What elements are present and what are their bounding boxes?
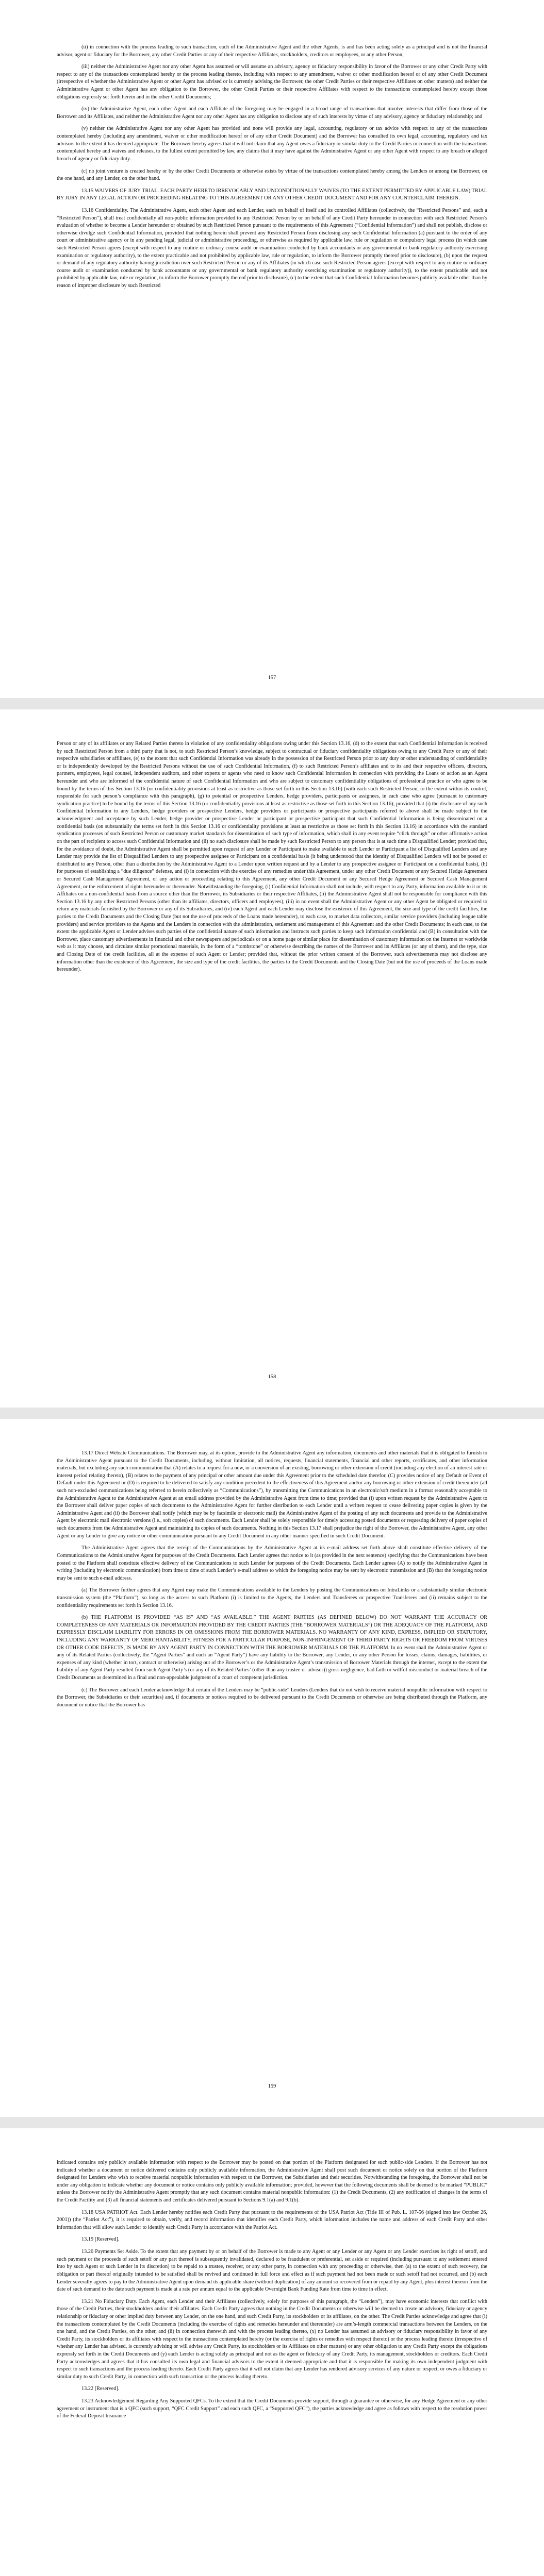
page-2-body xyxy=(57,740,487,978)
section-13-22-reserved: 13.22 [Reserved]. xyxy=(81,2386,120,2392)
page-separator xyxy=(0,698,544,709)
page-number: 159 xyxy=(268,2083,276,2089)
section-13-19-reserved: 13.19 [Reserved]. xyxy=(81,2236,120,2243)
section-13-15-jury-waiver: 13.15 WAIVERS OF JURY TRIAL. EACH PARTY HERETO IRREVOCABLY AND UNCONDITIONALLY WAIVES (TO THE EXTENT PERMITTED BY APPLICABLE LAW) TRIAL BY JURY IN ANY LEGAL ACTION OR PROCEEDING RELATING TO THIS AGREEMENT OR ANY OTHER CREDIT DOCUMENT AND FOR ANY COUNTERCLAIM THEREIN. xyxy=(57,188,487,201)
confidentiality-continued: Person or any of its affiliates or any Related Parties thereto in violation of any confidentiality obligations owing under this Section 13.16, (d) to the extent that such Confidential Information is received by such Restricted Person from a third party that is not, to such Restricted Person’s knowledge, subject to contractual or fiduciary confidentiality obligations owing to any Credit Party or any of their respective subsidiaries or affiliates, (e) to the extent that such Confidential Information was already in the possession of the Restricted Person prior to any duty or other understanding of confidentiality or is independently developed by the Restricted Persons without the use of such Confidential Information, (f) to such Restricted Person’s affiliates and to its and their respective officers, directors, partners, employees, legal counsel, independent auditors, and other experts or agents who need to know such Confidential Information in connection with providing the Loans or action as an Agent hereunder and who are informed of the confidential nature of such Confidential Information and who are subject to customary confidentiality obligations of professional practice or who agree to be bound by the terms of this Section 13.16 (or confidentiality provisions at least as restrictive as those set forth in this Section 13.16) (with each such Restricted Person, to the extent within its control, responsible for such person’s compliance with this paragraph), (g) to potential or prospective Lenders, hedge providers, participants or assignees, in each case who agree (pursuant to customary syndication practice) to be bound by the terms of this Section 13.16 (or confidentiality provisions at least as restrictive as those set forth in this Section 13.16); provided that (i) the disclosure of any such Confidential Information to any Lenders, hedge providers or prospective Lenders, hedge providers or participants or prospective participants referred to above shall be made subject to the acknowledgment and acceptance by such Lender, hedge provider or prospective Lender or participant or prospective participant that such Confidential Information is being disseminated on a confidential basis (on substantially the terms set forth in this Section 13.16 or confidentiality provisions at least as restrictive as those set forth in this Section 13.16) in accordance with the standard syndication processes of such Restricted Person or customary market standards for dissemination of such type of information, which shall in any event require “click through” or other affirmative action on the part of recipient to access such Confidential Information and (ii) no such disclosure shall be made by such Restricted Person to any person that is at such time a Disqualified Lender; provided that, for the avoidance of doubt, the Administrative Agent shall be permitted upon request of any Lender or Participant to make available to such Lender or Participant a list of Disqualified Lenders and any Lender may provide the list of Disqualified Lenders to any prospective assignee or Participant on a confidential basis (it being understood that the identity of Disqualified Lenders will not be posted or distributed to any Person, other than a distribution by the Administrative Agent to a Lender upon written request and by a Lender to any prospective assignee or Participant on a confidential basis), (h) for purposes of establishing a “due diligence” defense, and (i) in connection with the exercise of any remedies under this Agreement, under any other Credit Document or any Secured Hedge Agreement or Secured Cash Management Agreement, or any action or proceeding relating to this Agreement, any other Credit Document or any Secured Hedge Agreement or Secured Cash Management Agreement, or the enforcement of rights hereunder or thereunder. Notwithstanding the foregoing, (i) Confidential Information shall not include, with respect to any Party, information available to it or its Affiliates on a non-confidential basis from a source other than the Borrower, its Subsidiaries or their respective Affiliates, (ii) the Administrative Agent shall not be responsible for compliance with this Section 13.16 by any other Restricted Persons (other than its affiliates, directors, officers and employees), (iii) in no event shall the Administrative Agent or any other Agent be obligated or required to return any materials furnished by the Borrower or any of its Subsidiaries, and (iv) each Agent and each Lender may disclose the existence of this Agreement, the size and type of the credit facilities, the parties to the Credit Documents and the Closing Date (but not the use of proceeds of the Loans made hereunder), to each case, to market data collectors, similar service providers (including league table providers) and service providers to the Agents and the Lenders in connection with the administration, settlement and management of this Agreement and the other Credit Documents; in each case, to the extent the applicable Agent or Lender advises such parties of the confidential nature of such information and instructs such parties to keep such information confidential and (B) in consultation with the Borrower, place customary advertisements in financial and other newspapers and periodicals or on a home page or similar place for dissemination of customary information on the Internet or worldwide web as it may choose, and circulate similar promotional materials, in the form of a “tombstone” or otherwise describing the names of the Borrower and its Affiliates (or any of them), and the type, size and Closing Date of the credit facilities, all at the expense of such Agent or Lender; provided that, without the prior written consent of the Borrower, such advertisements may not disclose any information other than the existence of this Agreement, the size and type of the credit facilities, the parties to the Credit Documents and the Closing Date (but not the use of proceeds of the Loans made hereunder). xyxy=(57,741,487,973)
page-separator xyxy=(0,1408,544,1419)
section-13-16-confidentiality: 13.16 Confidentiality. The Administrative Agent, each other Agent and each Lender, each on behalf of itself and its controlled Affiliates (collectively, the “Restricted Persons” and, each a “Restricted Person”), shall treat confidentially all non-public information provided to any Restricted Person by or on behalf of any Credit Party hereunder in connection with such Restricted Person’s evaluation of whether to become a Lender hereunder or obtained by such Restricted Person pursuant to the requirements of this Agreement (“Confidential Information”) and shall not publish, disclose or otherwise divulge such Confidential Information, provided that nothing herein shall prevent any Restricted Person from disclosing any such Confidential Information (a) pursuant to the order of any court or administrative agency or in any pending legal, judicial or administrative proceeding, or otherwise as required by applicable law, rule or regulation or compulsory legal process (in which case such Restricted Person agrees (except with respect to any routine or ordinary course audit or examination conducted by bank accountants or any governmental or bank regulatory authority exercising examination or regulatory authority), to the extent practicable and not prohibited by applicable law, rule or regulation, to inform the Borrower promptly thereof prior to disclosure), (b) upon the request or demand of any regulatory authority having jurisdiction over such Restricted Person or any of its Affiliates (in which case such Restricted Person agrees (except with respect to any routine or ordinary course audit or examination conducted by bank accountants or any governmental or bank regulatory authority exercising examination or regulatory authority)), to the extent practicable and not prohibited by applicable law, rule or regulation, to inform the Borrower promptly thereof prior to disclosure), (c) to the extent that such Confidential Information becomes publicly available other than by reason of improper disclosure by such Restricted xyxy=(57,207,487,289)
page-3-body xyxy=(57,1450,487,1714)
page-separator xyxy=(0,2117,544,2128)
paragraph-iii: (iii) neither the Administrative Agent nor any other Agent has assumed or will assume an advisory, agency or fiduciary responsibility in favor of the Borrower or any other Credit Party with respect to any of the transactions contemplated hereby or the process leading thereto, including with respect to any amendment, waiver or other modification hereof or of any other Credit Document (irrespective of whether the Administrative Agent or other Agent has advised or is currently advising the Borrower, the other Credit Parties or their respective Affiliates on other matters) and neither the Administrative Agent or other Agent has any obligation to the Borrower, the other Credit Parties or their respective Affiliates with respect to the transactions contemplated hereby except those obligations expressly set forth herein and in the other Credit Documents; xyxy=(57,64,487,100)
paragraph-v: (v) neither the Administrative Agent nor any other Agent has provided and none will provide any legal, accounting, regulatory or tax advice with respect to any of the transactions contemplated hereby (including any amendment, waiver or other modification hereof or of any other Credit Document) and the Borrower has consulted its own legal, accounting, regulatory and tax advisors to the extent it has deemed appropriate. The Borrower hereby agrees that it will not claim that any Agent owes a fiduciary or similar duty to the Credit Parties in connection with the transactions contemplated hereby and waives and releases, to the fullest extent permitted by law, any claims that it may have against the Administrative Agent or any other Agent with respect to any breach or alleged breach of agency or fiduciary duty. xyxy=(57,126,487,162)
document-page-3 xyxy=(0,1419,544,2117)
document-page-1 xyxy=(0,0,544,698)
paragraph-b-as-is: (b) THE PLATFORM IS PROVIDED “AS IS” AND “AS AVAILABLE.” THE AGENT PARTIES (AS DEFINED BELOW) DO NOT WARRANT THE ACCURACY OR COMPLETENESS OF ANY MATERIALS OR INFORMATION PROVIDED BY THE CREDIT PARTIES (THE “BORROWER MATERIALS”) OR THE ADEQUACY OF THE PLATFORM, AND EXPRESSLY DISCLAIM LIABILITY FOR ERRORS IN OR OMISSIONS FROM THE BORROWER MATERIALS. NO WARRANTY OF ANY KIND, EXPRESS, IMPLIED OR STATUTORY, INCLUDING ANY WARRANTY OF MERCHANTABILITY, FITNESS FOR A PARTICULAR PURPOSE, NON-INFRINGEMENT OF THIRD PARTY RIGHTS OR FREEDOM FROM VIRUSES OR OTHER CODE DEFECTS, IS MADE BY ANY AGENT PARTY IN CONNECTION WITH THE BORROWER MATERIALS OR THE PLATFORM. In no event shall the Administrative Agent or any of its Related Parties (collectively, the “Agent Parties” and each an “Agent Party”) have any liability to the Borrower, any Lender, or any other Person for losses, claims, damages, liabilities, or expenses of any kind (whether in tort, contract or otherwise) arising out of the Borrower’s or the Administrative Agent’s transmission of Borrower Materials through the internet, except to the extent the liability of any Agent Party resulted from such Agent Party’s (or any of its Related Parties’ (other than any trustee or advisor)) gross negligence, bad faith or willful misconduct or material breach of the Credit Documents as determined in a final and non-appealable judgment of a court of competent jurisdiction. xyxy=(57,1615,487,1681)
paragraph-a-platform: (a) The Borrower further agrees that any Agent may make the Communications available to the Lenders by posting the Communications on IntraLinks or a substantially similar electronic transmission system (the “Platform”), so long as the access to such Platform (i) is limited to the Agents, the Lenders and Transferees or prospective Transferees and (ii) remains subject to the confidentiality requirements set forth in Section 13.16. xyxy=(57,1587,487,1608)
section-13-17-direct-website: 13.17 Direct Website Communications. The Borrower may, at its option, provide to the Administrative Agent any information, documents and other materials that it is obligated to furnish to the Administrative Agent pursuant to the Credit Documents, including, without limitation, all notices, requests, financial statements, financial and other reports, certificates, and other information materials, but excluding any such communication that (A) relates to a request for a new, or a conversion of an existing, borrowing or other extension of credit (including any election of an interest rate or interest period relating thereto), (B) relates to the payment of any principal or other amount due under this Agreement prior to the scheduled date therefor, (C) provides notice of any Default or Event of Default under this Agreement or (D) is required to be delivered to satisfy any condition precedent to the effectiveness of this Agreement and/or any borrowing or other extension of credit thereunder (all such non-excluded communications being referred to herein collectively as “Communications”), by transmitting the Communications in an electronic/soft medium in a format reasonably acceptable to the Administrative Agent to the Administrative Agent at an email address provided by the Administrative Agent from time to time; provided that (i) upon written request by the Administrative Agent to the Borrower shall deliver paper copies of such documents to the Administrative Agent for further distribution to each Lender until a written request to cease delivering paper copies is given by the Administrative Agent and (ii) the Borrower shall notify (which may be by facsimile or electronic mail) the Administrative Agent of the posting of any such documents and provide to the Administrative Agent by electronic mail electronic versions (i.e., soft copies) of such documents. Each Lender shall be solely responsible for timely accessing posted documents or requesting delivery of paper copies of such documents from the Administrative Agent and maintaining its copies of such documents. Nothing in this Section 13.17 shall prejudice the right of the Borrower, the Administrative Agent, any other Agent or any Lender to give any notice or other communication pursuant to any Credit Document in any other manner specified in such Credit Document. xyxy=(57,1450,487,1539)
page-number: 157 xyxy=(268,675,276,681)
paragraph-iv: (iv) the Administrative Agent, each other Agent and each Affiliate of the foregoing may be engaged in a broad range of transactions that involve interests that differ from those of the Borrower and its Affiliates, and neither the Administrative Agent nor any other Agent has any obligation to disclose any of such interests by virtue of any advisory, agency or fiduciary relationship; and xyxy=(57,106,487,120)
page-number: 158 xyxy=(268,1374,276,1380)
section-13-21-no-fiduciary-duty: 13.21 No Fiduciary Duty. Each Agent, each Lender and their Affiliates (collectively, solely for purposes of this paragraph, the “Lenders”), may have economic interests that conflict with those of the Credit Parties, their stockholders and/or their affiliates. Each Credit Party agrees that nothing in the Credit Documents or otherwise will be deemed to create an advisory, fiduciary or agency relationship or fiduciary or other implied duty between any Lender, on the one hand, and such Credit Party, its stockholders or its affiliates, on the other. The Credit Parties acknowledge and agree that (i) the transactions contemplated by the Credit Documents (including the exercise of rights and remedies hereunder and thereunder) are arm’s-length commercial transactions between the Lenders, on the one hand, and the Credit Parties, on the other, and (ii) in connection therewith and with the process leading thereto, (x) no Lender has assumed an advisory or fiduciary responsibility in favor of any Credit Party, its stockholders or its affiliates with respect to the transactions contemplated hereby (or the exercise of rights or remedies with respect thereto) or the process leading thereto (irrespective of whether any Lender has advised, is currently advising or will advise any Credit Party, its stockholders or its Affiliates on other matters) or any other obligation to any Credit Party except the obligations expressly set forth in the Credit Documents and (y) each Lender is acting solely as principal and not as the agent or fiduciary of any Credit Party, its management, stockholders or creditors. Each Credit Party acknowledges and agrees that it has consulted its own legal and financial advisors to the extent it deemed appropriate and that it is responsible for making its own independent judgment with respect to such transactions and the process leading thereto. Each Credit Party agrees that it will not claim that any Lender has rendered advisory services of any nature or respect, or owes a fiduciary or similar duty to such Credit Party, in connection with such transaction or the process leading thereto. xyxy=(57,2298,487,2380)
section-13-20-payments-set-aside: 13.20 Payments Set Aside. To the extent that any payment by or on behalf of the Borrower is made to any Agent or any Lender or any Agent or any Lender exercises its right of setoff, and such payment or the proceeds of such setoff or any part thereof is subsequently invalidated, declared to be fraudulent or preferential, set aside or required (including pursuant to any settlement entered into by such Agent or such Lender in its discretion) to be repaid to a trustee, receiver, or any other party, in connection with any proceeding or otherwise, then (a) to the extent of such recovery, the obligation or part thereof originally intended to be satisfied shall be revived and continued in full force and effect as if such payment had not been made or such setoff had not occurred, and (b) each Lender severally agrees to pay to the Administrative Agent upon demand its applicable share (without duplication) of any amount so recovered from or repaid by any Agent, plus interest thereon from the date of such demand to the date such payment is made at a rate per annum equal to the applicable Overnight Bank Funding Rate from time to time in effect. xyxy=(57,2249,487,2293)
section-13-18-patriot-act: 13.18 USA PATRIOT Act. Each Lender hereby notifies each Credit Party that pursuant to the requirements of the USA Patriot Act (Title III of Pub. L. 107-56 (signed into law October 26, 2001)) (the “Patriot Act”), it is required to obtain, verify, and record information that identifies each Credit Party, which information includes the name and address of each Credit Party and other information that will allow such Lender to identify each Credit Party in accordance with the Patriot Act. xyxy=(57,2209,487,2230)
communications-delivery: The Administrative Agent agrees that the receipt of the Communications by the Administrative Agent at its e-mail address set forth above shall constitute effective delivery of the Communications to the Administrative Agent for purposes of the Credit Documents. Each Lender agrees that notice to it (as provided in the next sentence) specifying that the Communications have been posted to the Platform shall constitute effective delivery of the Communications to such Lender for purposes of the Credit Documents. Each Lender agrees (A) to notify the Administrative Agent in writing (including by electronic communication) from time to time of such Lender’s e-mail address to which the foregoing notice may be sent by electronic transmission and (B) that the foregoing notice may be sent to such e-mail address. xyxy=(57,1545,487,1581)
document-page-2 xyxy=(0,709,544,1408)
paragraph-c-public-side: (c) The Borrower and each Lender acknowledge that certain of the Lenders may be “public-side” Lenders (Lenders that do not wish to receive material nonpublic information with respect to the Borrower, the Subsidiaries or their securities) and, if documents or notices required to be delivered pursuant to the Credit Documents or otherwise are being distributed through the Platform, any document or notice that the Borrower has xyxy=(57,1687,487,1708)
paragraph-ii: (ii) in connection with the process leading to such transaction, each of the Administrative Agent and the other Agents, is and has been acting solely as a principal and is not the financial advisor, agent or fiduciary for the Borrower, any other Credit Parties or any of their respective Affiliates, stockholders, creditors or employees, or any other Person; xyxy=(57,44,487,58)
section-13-23-supported-qfcs: 13.23 Acknowledgement Regarding Any Supported QFCs. To the extent that the Credit Documents provide support, through a guarantee or otherwise, for any Hedge Agreement or any other agreement or instrument that is a QFC (such support, “QFC Credit Support” and each such QFC, a “Supported QFC”), the parties acknowledge and agree as follows with respect to the resolution power of the Federal Deposit Insurance xyxy=(57,2398,487,2419)
page-4-body xyxy=(57,2159,487,2425)
paragraph-c: (c) no joint venture is created hereby or by the other Credit Documents or otherwise exists by virtue of the transactions contemplated hereby among the Lenders or among the Borrower, on the one hand, and any Lender, on the other hand. xyxy=(57,168,487,182)
public-side-continued: indicated contains only publicly available information with respect to the Borrower may be posted on that portion of the Platform designated for such public-side Lenders. If the Borrower has not indicated whether a document or notice delivered contains only publicly available information, the Administrative Agent shall post such document or notice solely on that portion of the Platform designated for Lenders who wish to receive material nonpublic information with respect to the Borrower, the Subsidiaries and their securities. Notwithstanding the foregoing, the Borrower shall not be under any obligation to indicate whether any document or notice contains only publicly available information; provided, however that the following documents shall be deemed to be marked “PUBLIC” unless the Borrower notify the Administrative Agent promptly that any such document contains material nonpublic information: (1) the Credit Documents, (2) any notification of changes in the terms of the Credit Facility and (3) all financial statements and certificates delivered pursuant to Sections 9.1(a) and 9.1(b). xyxy=(57,2160,487,2204)
page-1-body xyxy=(57,44,487,295)
document-page-4 xyxy=(0,2128,544,2576)
